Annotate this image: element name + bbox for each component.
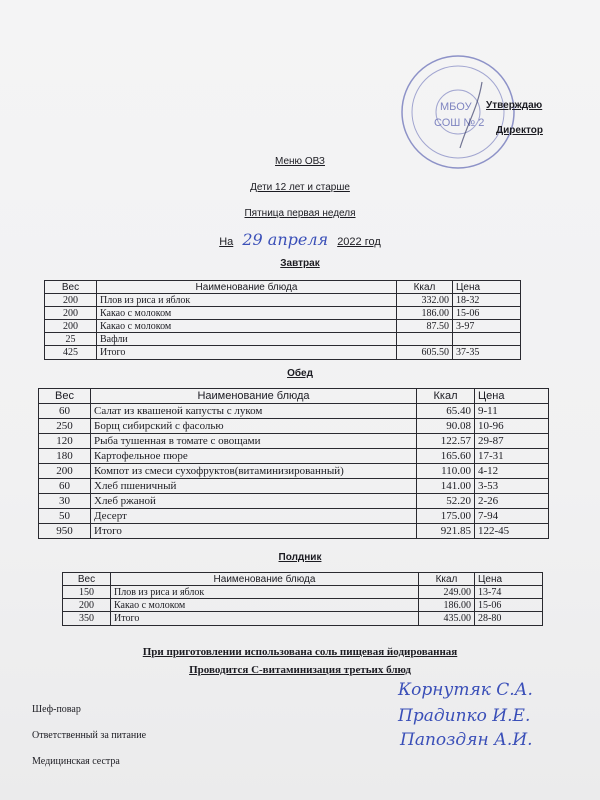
stamp-text-top: МБОУ [440,101,472,113]
price-cell: 4-12 [475,464,549,479]
col-kcal: Ккал [397,281,453,294]
dish-cell: Компот из смеси сухофруктов(витаминизированный) [91,464,417,479]
menu-title: Меню ОВЗ [275,156,325,167]
col-kcal: Ккал [419,573,475,586]
stamp-text-mid: СОШ № 2 [434,117,485,129]
table-row [39,404,549,419]
weight-cell: 200 [45,294,97,307]
dish-cell: Десерт [91,509,417,524]
total-weight: 350 [63,612,111,626]
kcal-cell: 87.50 [397,320,453,333]
kcal-cell: 186.00 [397,307,453,320]
lunch-header-row [39,389,549,404]
table-row [39,494,549,509]
dish-cell: Салат из квашеной капусты с луком [91,404,417,419]
lunch-total-row [39,524,549,539]
table-row [39,479,549,494]
dish-cell: Какао с молоком [111,599,419,612]
total-weight: 425 [45,346,97,360]
weight-cell: 250 [39,419,91,434]
dish-cell: Хлеб пшеничный [91,479,417,494]
salt-note: При приготовлении использована соль пищевая йодированная [142,646,458,658]
col-dish: Наименование блюда [111,573,419,586]
price-cell: 18-32 [453,294,521,307]
col-price: Цена [475,573,543,586]
approve-label: Утверждаю [486,100,543,111]
breakfast-header-row [45,281,521,294]
breakfast-total-row [45,346,521,360]
table-row [63,586,543,599]
col-price: Цена [475,389,549,404]
round-stamp [398,52,518,172]
col-dish: Наименование блюда [91,389,417,404]
total-weight: 950 [39,524,91,539]
snack-header-row [63,573,543,586]
snack-total-row [63,612,543,626]
dish-cell: Какао с молоком [97,320,397,333]
kcal-cell: 249.00 [419,586,475,599]
col-weight: Вес [45,281,97,294]
signature-nutrition: Прадипко И.Е. [398,706,531,726]
kcal-cell: 52.20 [417,494,475,509]
col-weight: Вес [63,573,111,586]
price-cell: 15-06 [475,599,543,612]
table-row [39,449,549,464]
date-line [0,230,600,249]
dish-cell: Вафли [97,333,397,346]
total-kcal: 605.50 [397,346,453,360]
table-row [45,307,521,320]
date-prefix: На [219,236,234,248]
kcal-cell: 65.40 [417,404,475,419]
table-row [39,434,549,449]
total-kcal: 921.85 [417,524,475,539]
role-chef: Шеф-повар [32,704,81,715]
weight-cell: 200 [39,464,91,479]
age-group: Дети 12 лет и старше [250,182,350,193]
breakfast-heading: Завтрак [280,258,320,269]
price-cell: 9-11 [475,404,549,419]
price-cell: 29-87 [475,434,549,449]
price-cell [453,333,521,346]
weight-cell: 25 [45,333,97,346]
price-cell: 15-06 [453,307,521,320]
weight-cell: 200 [45,307,97,320]
date-suffix: 2022 год [337,236,381,248]
lunch-heading: Обед [287,368,313,379]
total-price: 122-45 [475,524,549,539]
role-nurse: Медицинская сестра [32,756,120,767]
total-label: Итого [97,346,397,360]
kcal-cell: 175.00 [417,509,475,524]
snack-heading: Полдник [278,552,322,563]
price-cell: 7-94 [475,509,549,524]
snack-table [62,572,543,626]
table-row [45,333,521,346]
price-cell: 3-53 [475,479,549,494]
price-cell: 13-74 [475,586,543,599]
dish-cell: Борщ сибирский с фасолью [91,419,417,434]
price-cell: 3-97 [453,320,521,333]
table-row [45,294,521,307]
vitamin-note: Проводится С-витаминизация третьих блюд [189,664,411,676]
col-kcal: Ккал [417,389,475,404]
col-weight: Вес [39,389,91,404]
director-label: Директор [496,125,543,136]
signature-chef: Корнутяк С.А. [398,680,533,700]
col-dish: Наименование блюда [97,281,397,294]
role-nutrition: Ответственный за питание [32,730,147,741]
price-cell: 10-96 [475,419,549,434]
weight-cell: 50 [39,509,91,524]
total-label: Итого [91,524,417,539]
weekday-label: Пятница первая неделя [244,208,356,219]
kcal-cell: 141.00 [417,479,475,494]
kcal-cell: 165.60 [417,449,475,464]
price-cell: 2-26 [475,494,549,509]
total-price: 28-80 [475,612,543,626]
breakfast-table [44,280,521,360]
table-row [45,320,521,333]
table-row [39,464,549,479]
signature-nurse: Папоздян А.И. [400,730,533,750]
weight-cell: 30 [39,494,91,509]
table-row [39,509,549,524]
kcal-cell: 332.00 [397,294,453,307]
dish-cell: Картофельное пюре [91,449,417,464]
kcal-cell: 90.08 [417,419,475,434]
kcal-cell: 186.00 [419,599,475,612]
kcal-cell [397,333,453,346]
dish-cell: Рыба тушенная в томате с овощами [91,434,417,449]
col-price: Цена [453,281,521,294]
weight-cell: 150 [63,586,111,599]
weight-cell: 120 [39,434,91,449]
total-price: 37-35 [453,346,521,360]
table-row [63,599,543,612]
total-label: Итого [111,612,419,626]
lunch-table [38,388,549,539]
weight-cell: 200 [63,599,111,612]
dish-cell: Плов из риса и яблок [111,586,419,599]
date-handwritten: 29 апреля [242,230,329,249]
dish-cell: Хлеб ржаной [91,494,417,509]
weight-cell: 60 [39,479,91,494]
dish-cell: Плов из риса и яблок [97,294,397,307]
kcal-cell: 110.00 [417,464,475,479]
weight-cell: 200 [45,320,97,333]
weight-cell: 180 [39,449,91,464]
dish-cell: Какао с молоком [97,307,397,320]
kcal-cell: 122.57 [417,434,475,449]
table-row [39,419,549,434]
price-cell: 17-31 [475,449,549,464]
weight-cell: 60 [39,404,91,419]
total-kcal: 435.00 [419,612,475,626]
